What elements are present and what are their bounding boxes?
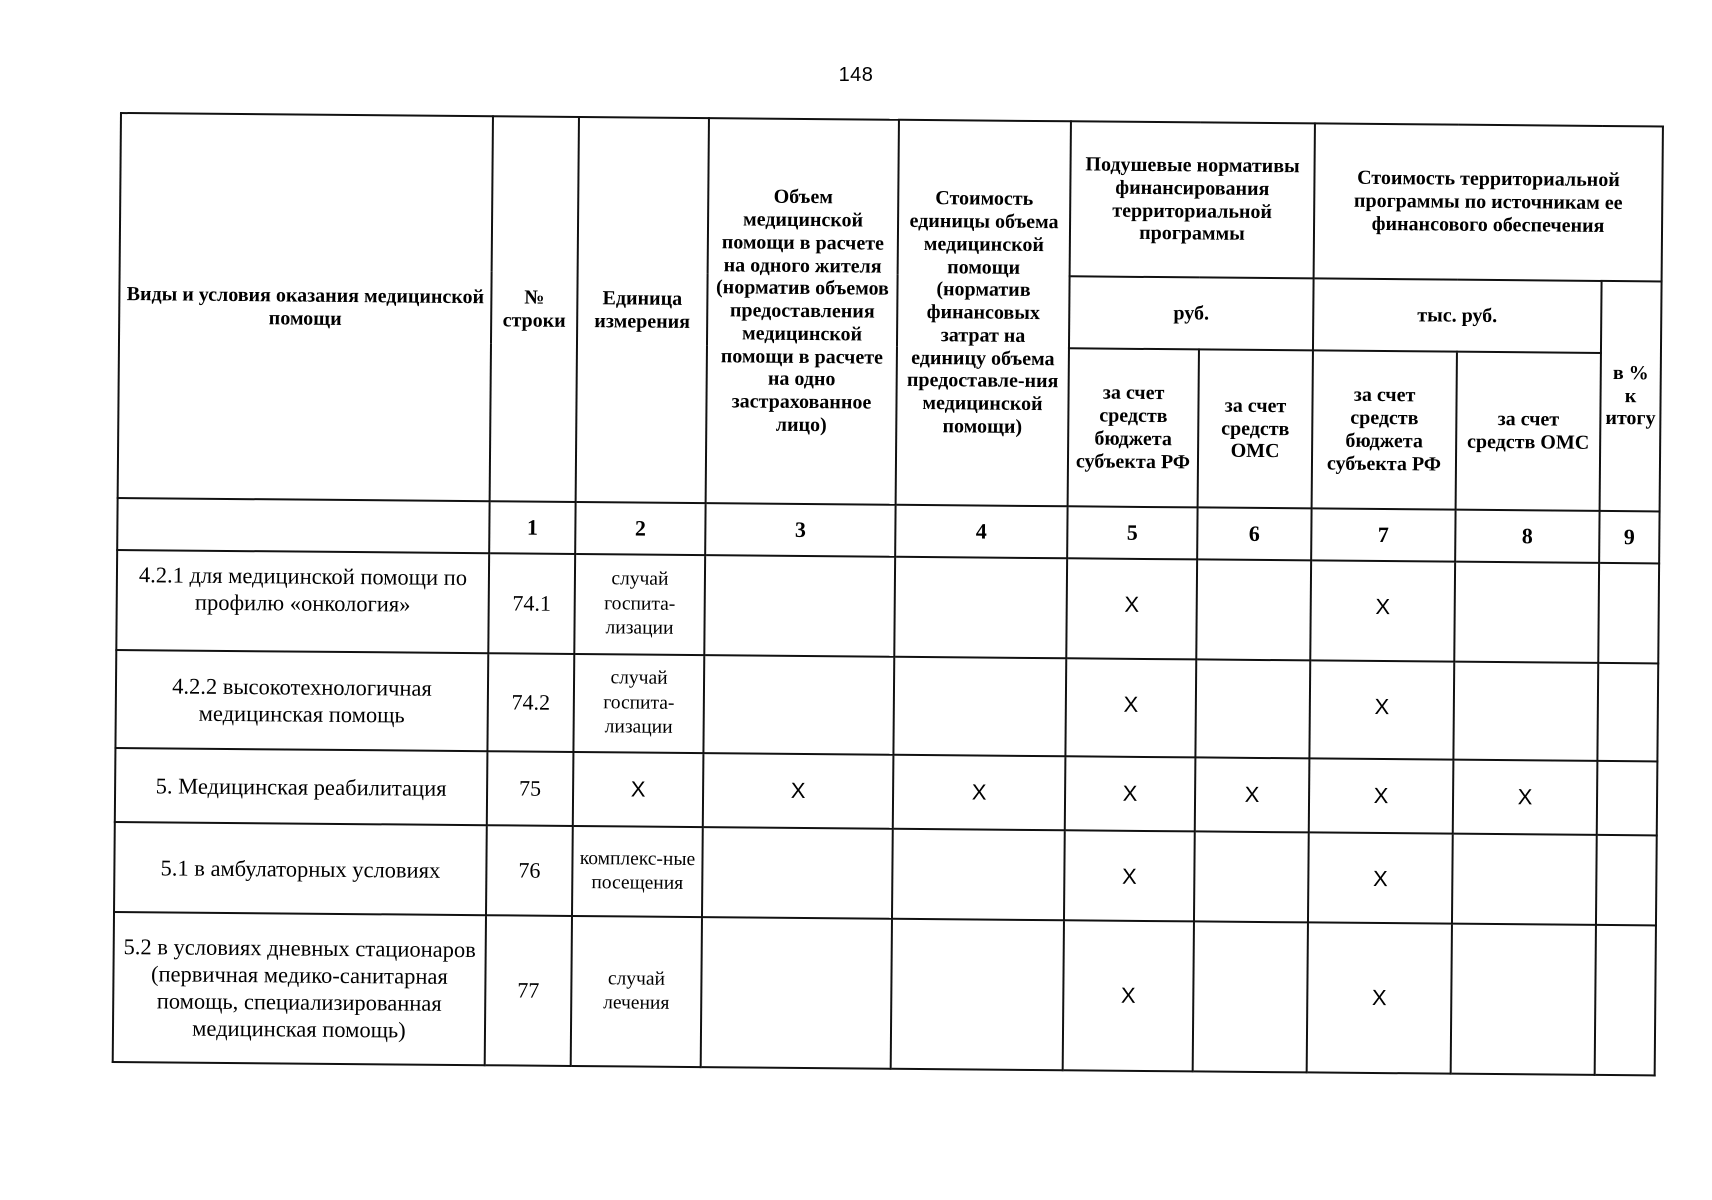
column-number: 1 xyxy=(489,501,575,554)
cell-col-8 xyxy=(1451,924,1596,1075)
cell-col-8 xyxy=(1452,834,1597,925)
row-number: 74.2 xyxy=(487,653,574,752)
column-number: 8 xyxy=(1455,510,1599,563)
cell-col-8 xyxy=(1453,662,1598,761)
cell-col-7: X xyxy=(1308,832,1453,923)
table-row xyxy=(114,822,1657,925)
header-volume: Объем медицинской помощи в расчете на одного жителя (норматив объемов предоставления медицинской помощи в расчете на одно застрахованное лицо) xyxy=(706,118,899,505)
cell-col-4 xyxy=(894,557,1067,658)
cell-col-3 xyxy=(701,917,892,1069)
cell-col-6: X xyxy=(1195,757,1310,832)
column-number: 4 xyxy=(895,505,1067,558)
column-number: 2 xyxy=(575,502,705,555)
cell-col-8 xyxy=(1454,562,1599,663)
table-row xyxy=(115,650,1658,761)
cell-col-3: X xyxy=(703,753,894,829)
row-name: 4.2.1 для медицинской помощи по профилю «онкология» xyxy=(116,550,489,653)
row-unit: случай госпита-лизации xyxy=(573,654,704,753)
cell-col-6 xyxy=(1193,921,1308,1072)
row-unit: X xyxy=(573,752,704,827)
cell-col-9 xyxy=(1597,663,1658,762)
column-number: 3 xyxy=(705,503,895,557)
cell-col-3 xyxy=(703,655,894,755)
header-type: Виды и условия оказания медицинской помощи xyxy=(118,113,493,501)
header-per-capita: Подушевые нормативы финансирования территориальной программы xyxy=(1070,121,1315,278)
cell-col-9 xyxy=(1598,563,1659,664)
page-number: 148 xyxy=(838,64,874,86)
medical-care-table xyxy=(112,112,1664,1076)
row-number: 77 xyxy=(485,915,572,1066)
row-number: 75 xyxy=(487,751,574,826)
column-number: 6 xyxy=(1197,507,1311,560)
header-program-cost: Стоимость территориальной программы по источникам ее финансового обеспечения xyxy=(1314,123,1663,281)
row-number: 74.1 xyxy=(488,553,575,654)
row-unit: комплекс-ные посещения xyxy=(572,826,703,917)
table-row xyxy=(113,912,1656,1075)
cell-col-6 xyxy=(1194,831,1309,922)
row-unit: случай лечения xyxy=(571,916,702,1067)
cell-col-6 xyxy=(1195,659,1310,758)
row-name: 5.2 в условиях дневных стационаров (первичная медико-санитарная помощь, специализированная медицинская помощь) xyxy=(113,912,486,1065)
header-cost: Стоимость единицы объема медицинской помощи (норматив финансовых затрат на единицу объема предоставле-ния медицинской помощи) xyxy=(896,120,1071,506)
cell-col-4 xyxy=(891,919,1064,1070)
cell-col-4 xyxy=(893,657,1066,756)
cell-col-5: X xyxy=(1065,756,1196,831)
row-name: 5.1 в амбулаторных условиях xyxy=(114,822,487,915)
row-number: 76 xyxy=(486,825,573,916)
cell-col-6 xyxy=(1196,559,1311,660)
cell-col-3 xyxy=(704,555,895,657)
cell-col-4 xyxy=(892,829,1065,920)
header-row-number: № строки xyxy=(490,116,579,502)
column-number: 5 xyxy=(1067,506,1197,559)
header-oms-6: за счет средств ОМС xyxy=(1198,349,1313,508)
cell-col-7: X xyxy=(1309,660,1454,759)
column-number: 7 xyxy=(1311,508,1455,561)
cell-col-7: X xyxy=(1307,922,1452,1073)
header-rub: руб. xyxy=(1069,276,1314,350)
cell-col-3 xyxy=(702,827,893,919)
header-budget-rf-7: за счет средств бюджета субъекта РФ xyxy=(1312,350,1457,509)
table-row xyxy=(115,748,1658,835)
header-thous-rub: тыс. руб. xyxy=(1313,278,1602,353)
cell-col-5: X xyxy=(1066,558,1197,659)
cell-col-9 xyxy=(1595,925,1656,1076)
header-oms-8: за счет средств ОМС xyxy=(1456,352,1601,511)
cell-col-7: X xyxy=(1309,758,1454,833)
column-number-blank xyxy=(117,498,489,553)
table-row xyxy=(116,550,1659,663)
cell-col-8: X xyxy=(1453,760,1598,835)
row-unit: случай госпита-лизации xyxy=(574,554,705,655)
row-name: 5. Медицинская реабилитация xyxy=(115,748,488,825)
header-percent: в % к итогу xyxy=(1600,281,1662,512)
cell-col-5: X xyxy=(1063,920,1194,1071)
cell-col-9 xyxy=(1597,761,1658,836)
cell-col-9 xyxy=(1596,835,1657,926)
row-name: 4.2.2 высокотехнологичная медицинская помощь xyxy=(115,650,488,751)
cell-col-5: X xyxy=(1064,830,1195,921)
header-budget-rf-5: за счет средств бюджета субъекта РФ xyxy=(1068,348,1199,507)
cell-col-7: X xyxy=(1310,560,1455,661)
header-unit: Единица измерения xyxy=(576,117,709,503)
column-number: 9 xyxy=(1599,511,1659,564)
cell-col-4: X xyxy=(893,755,1066,830)
cell-col-5: X xyxy=(1065,658,1196,757)
